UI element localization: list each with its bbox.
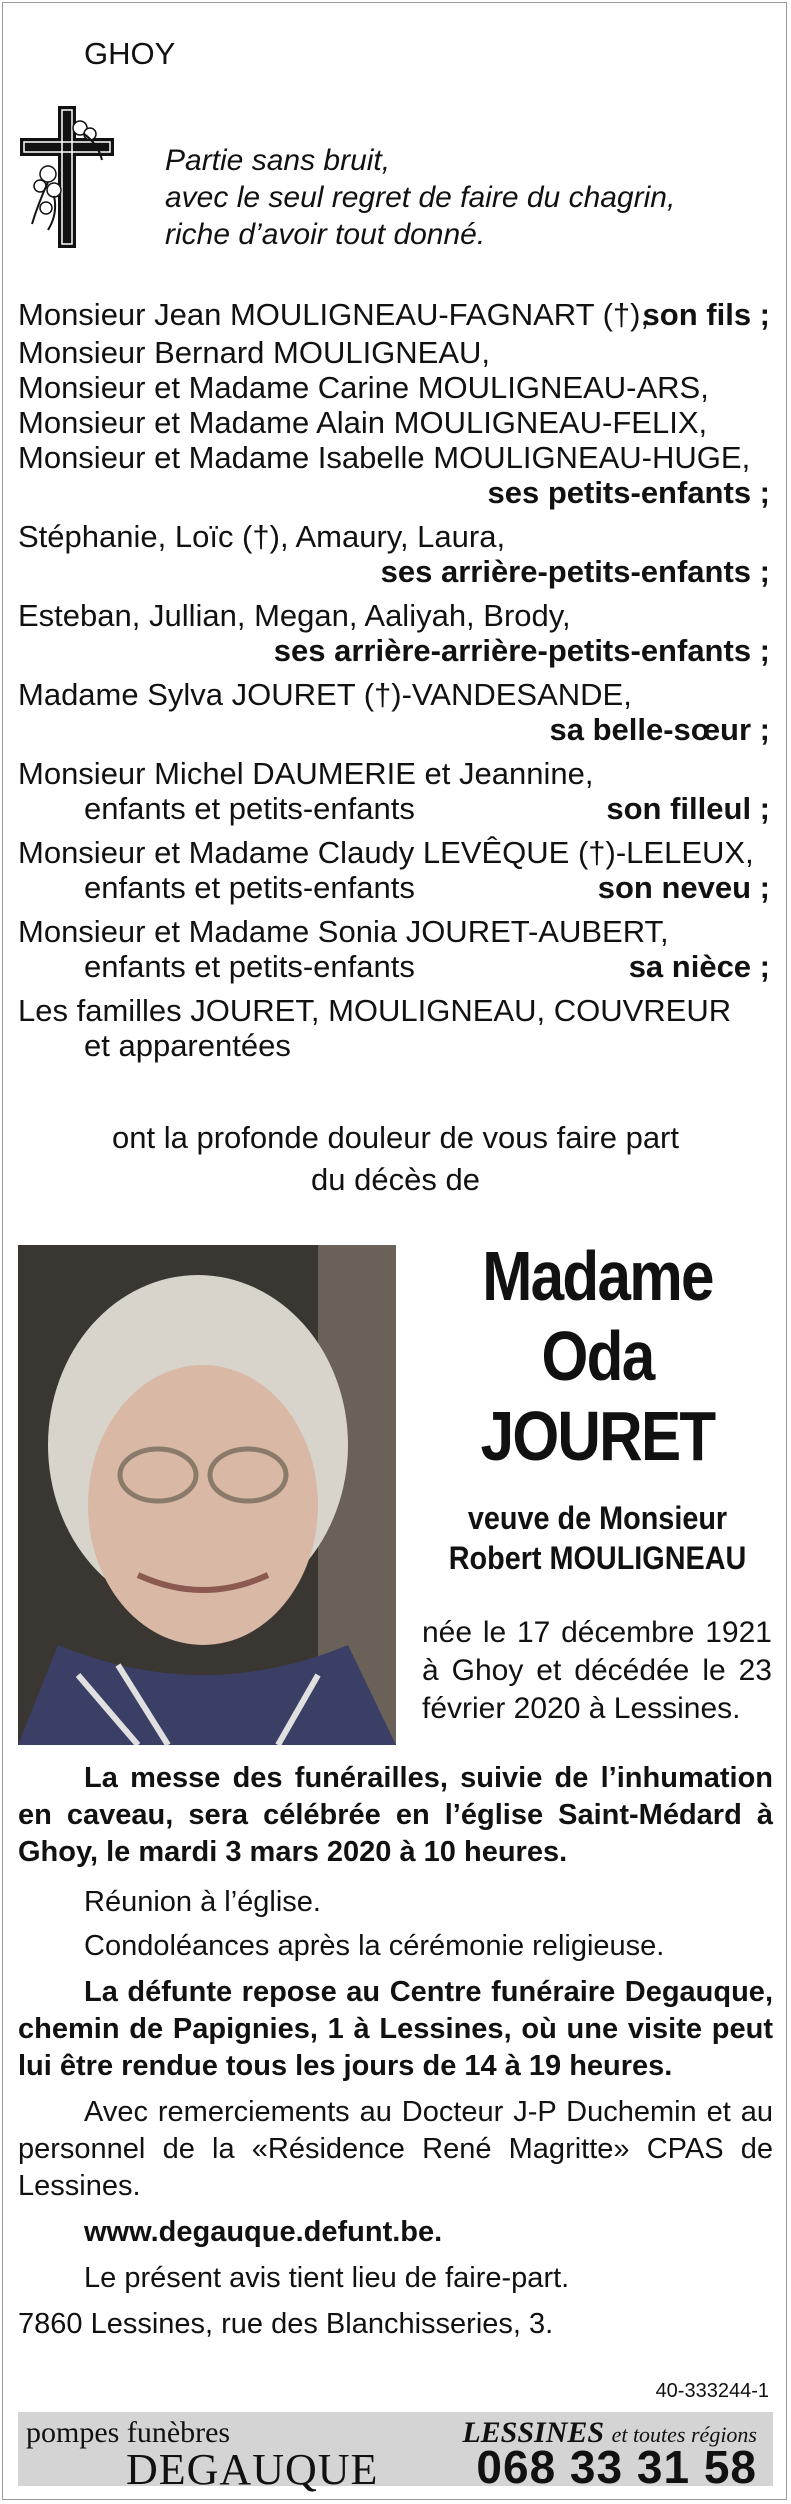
family-relation: son fils ;: [642, 297, 770, 332]
address: 7860 Lessines, rue des Blanchisseries, 3.: [18, 2308, 554, 2340]
cross-with-flowers-icon: [18, 104, 116, 250]
family-line: [18, 677, 770, 712]
town-heading: GHOY: [84, 36, 176, 71]
birth-death-text: née le 17 décembre 1921 à Ghoy et décédée le 23 février 2020 à Lessines.: [422, 1616, 772, 1725]
family-name: Monsieur et Madame Alain MOULIGNEAU-FELIX,: [18, 405, 708, 440]
region-sub: et toutes régions: [611, 2422, 757, 2447]
family-line: [18, 633, 770, 668]
family-line: [18, 870, 770, 905]
family-name: Monsieur et Madame Sonia JOURET-AUBERT,: [18, 914, 669, 949]
family-relation: sa belle-sœur ;: [549, 712, 770, 747]
poem-line: riche d’avoir tout donné.: [165, 218, 486, 251]
family-line: [18, 756, 770, 791]
announce-line: ont la profonde douleur de vous faire part: [112, 1120, 679, 1155]
family-name: Monsieur Bernard MOULIGNEAU,: [18, 335, 491, 370]
family-line: [18, 598, 770, 633]
gathering-paragraph: Réunion à l’église.: [84, 1886, 321, 1918]
family-line: [18, 440, 770, 475]
family-name: Madame Sylva JOURET (†)-VANDESANDE,: [18, 677, 632, 712]
deceased-name-line: Oda: [541, 1317, 654, 1395]
family-line: [18, 835, 770, 870]
family-name: Les familles JOURET, MOULIGNEAU, COUVREUR: [18, 993, 732, 1028]
widow-line: veuve de Monsieur Robert MOULIGNEAU: [448, 1500, 747, 1576]
family-relation: ses petits-enfants ;: [487, 475, 770, 510]
family-relation: ses arrière-petits-enfants ;: [380, 554, 770, 589]
family-name: Monsieur et Madame Carine MOULIGNEAU-ARS,: [18, 370, 709, 405]
family-line: [18, 914, 770, 949]
funeral-mass-paragraph: La messe des funérailles, suivie de l’inhumation en caveau, sera célébrée en l’église Saint-Médard à Ghoy, le mardi 3 mars 2020 à 10 heures.: [18, 1762, 773, 1868]
deceased-name-line: JOURET: [480, 1397, 715, 1475]
brand-line2: DEGAUQUE: [126, 2445, 379, 2494]
announce-line: du décès de: [311, 1162, 480, 1197]
family-line: [18, 949, 770, 984]
poem: [165, 142, 745, 253]
family-relation: son neveu ;: [597, 870, 770, 905]
family-name: Stéphanie, Loïc (†), Amaury, Laura,: [18, 519, 506, 554]
family-line: [18, 370, 770, 405]
poem-line: Partie sans bruit,: [165, 144, 391, 177]
family-line: [18, 297, 770, 332]
poem-line: avec le seul regret de faire du chagrin,: [165, 181, 676, 214]
visit-paragraph: La défunte repose au Centre funéraire Degauque, chemin de Papignies, 1 à Lessines, où une visite peut lui être rendue tous les jours de 14 à 19 heures.: [18, 1976, 773, 2082]
family-line: [18, 712, 770, 747]
family-name: Monsieur Michel DAUMERIE et Jeannine,: [18, 756, 594, 791]
family-line: [18, 475, 770, 510]
family-name: et apparentées: [84, 1028, 291, 1063]
phone-number: 068 33 31 58: [476, 2441, 757, 2493]
family-line: [18, 1028, 770, 1063]
brand-line1: pompes funèbres: [26, 2416, 231, 2449]
family-relation: sa nièce ;: [628, 949, 770, 984]
funeral-home-banner: [18, 2412, 773, 2494]
family-name: Monsieur et Madame Isabelle MOULIGNEAU-HUGE,: [18, 440, 751, 475]
condolences-paragraph: Condoléances après la cérémonie religieuse.: [84, 1930, 665, 1962]
notice-paragraph: Le présent avis tient lieu de faire-part.: [84, 2262, 570, 2294]
family-line: [18, 405, 770, 440]
family-line: [18, 554, 770, 589]
family-name: Esteban, Jullian, Megan, Aaliyah, Brody,: [18, 598, 571, 633]
family-relation: son filleul ;: [606, 791, 770, 826]
family-name: enfants et petits-enfants: [84, 870, 415, 905]
family-line: [18, 335, 770, 370]
thanks-paragraph: Avec remerciements au Docteur J-P Duchemin et au personnel de la «Résidence René Magritte» CPAS de Lessines.: [18, 2096, 773, 2202]
family-relation: ses arrière-arrière-petits-enfants ;: [273, 633, 770, 668]
website-link[interactable]: www.degauque.defunt.be.: [84, 2216, 443, 2248]
reference-number: 40-333244-1: [655, 2380, 769, 2402]
family-name: Monsieur Jean MOULIGNEAU-FAGNART (†),: [18, 297, 650, 332]
deceased-name-line: Madame: [482, 1237, 713, 1315]
family-line: [18, 791, 770, 826]
family-line: [18, 519, 770, 554]
family-name: Monsieur et Madame Claudy LEVÊQUE (†)-LELEUX,: [18, 835, 754, 870]
deceased-photo: [18, 1245, 396, 1745]
family-line: [18, 993, 770, 1028]
family-name: enfants et petits-enfants: [84, 949, 415, 984]
region-main: LESSINES: [462, 2416, 605, 2449]
family-name: enfants et petits-enfants: [84, 791, 415, 826]
family-list: [18, 297, 770, 1063]
